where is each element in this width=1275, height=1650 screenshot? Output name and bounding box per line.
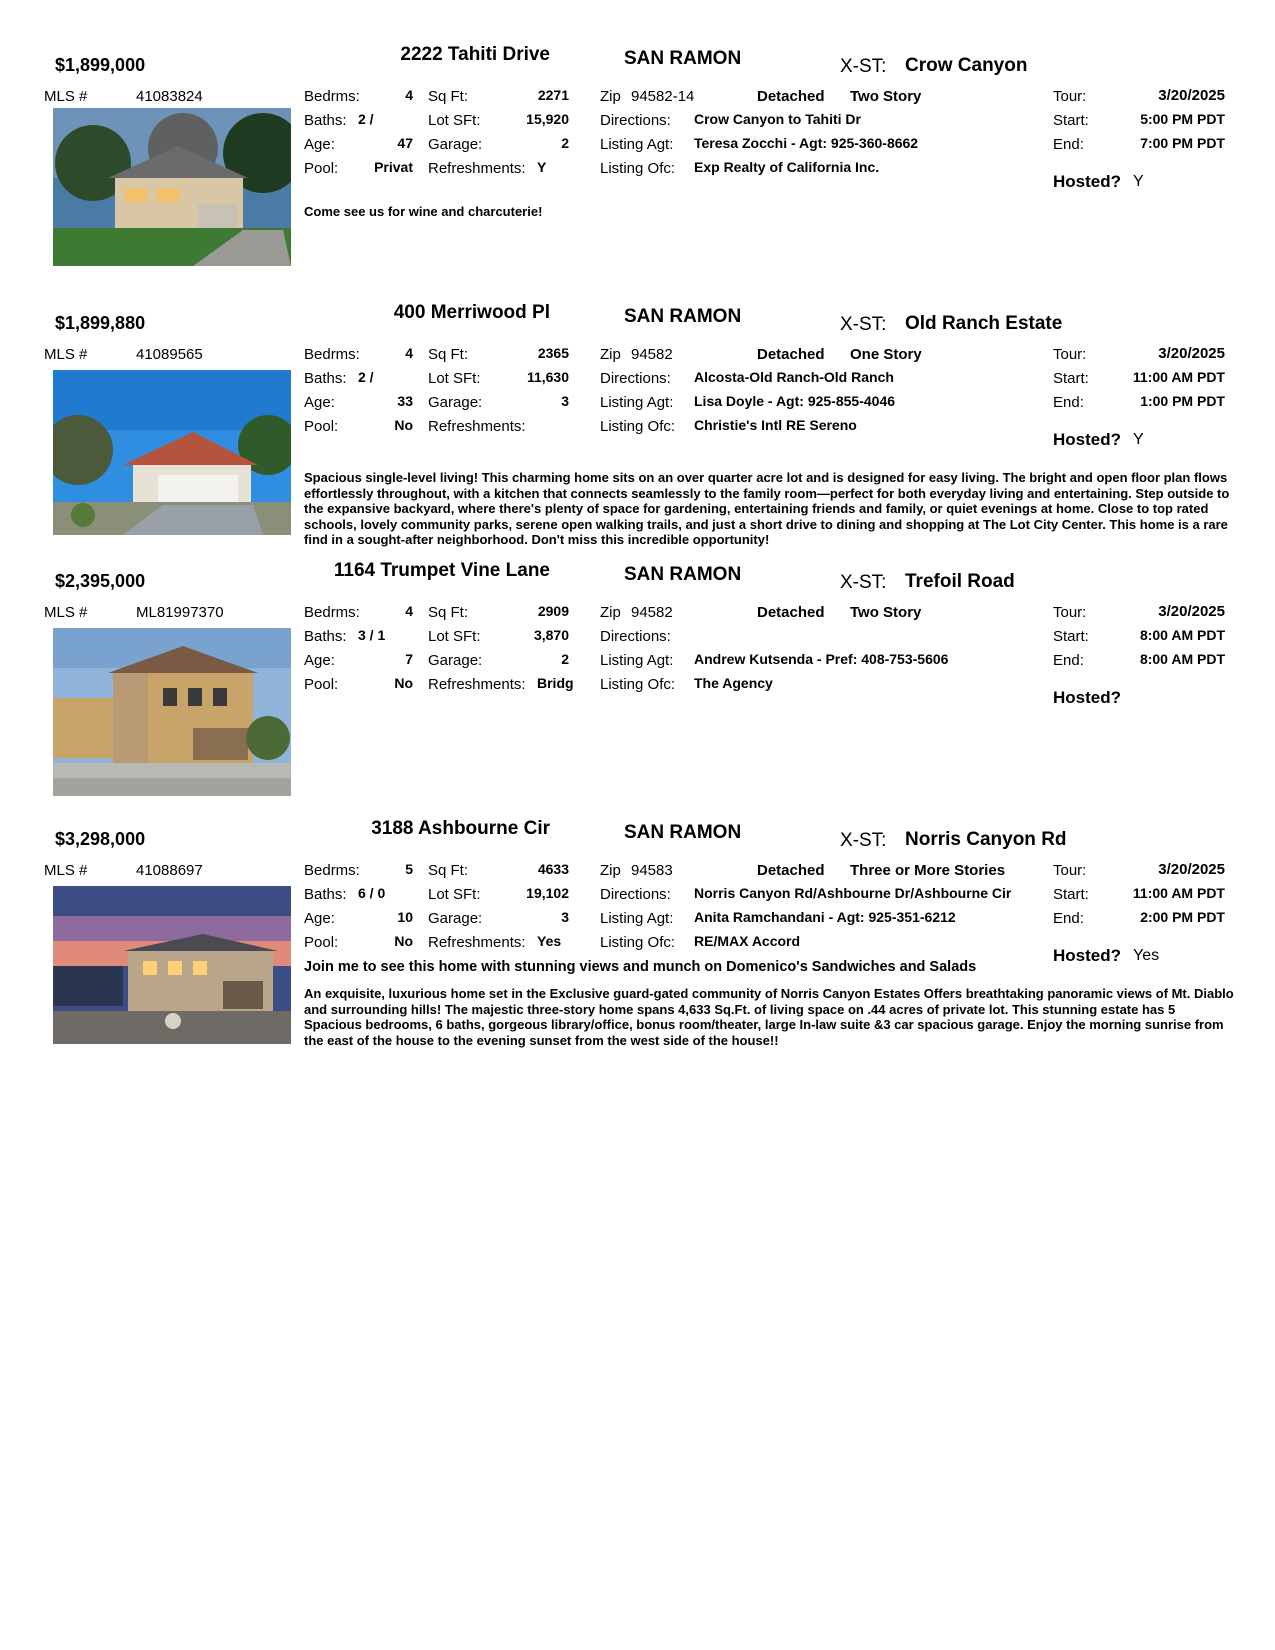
zip-label: Zip: [600, 862, 621, 879]
garage-value: 3: [561, 909, 569, 925]
age-label: Age:: [304, 652, 335, 669]
zip-value: 94583: [631, 862, 673, 879]
sqft-value: 2365: [537, 345, 569, 361]
tour-date: 3/20/2025: [1158, 861, 1225, 878]
refreshments-label: Refreshments:: [428, 418, 526, 435]
lot-sqft-label: Lot SFt:: [428, 886, 481, 903]
baths-value: 3 / 1: [358, 627, 386, 643]
listing-address: 1164 Trumpet Vine Lane: [333, 560, 550, 581]
baths-label: Baths:: [304, 886, 347, 903]
mls-number: 41083824: [136, 88, 203, 105]
cross-street-label: X-ST:: [840, 314, 887, 335]
pool-label: Pool:: [304, 160, 339, 177]
age-label: Age:: [304, 910, 335, 927]
listing-office-label: Listing Ofc:: [600, 418, 676, 435]
refreshments-value: Y: [537, 159, 547, 175]
listing-office-label: Listing Ofc:: [600, 676, 676, 693]
house-photo-image: [53, 108, 291, 266]
start-time: 11:00 AM PDT: [1132, 369, 1225, 385]
bedrooms-value: 4: [405, 87, 413, 103]
bedrooms-label: Bedrms:: [304, 88, 360, 105]
listing-photo[interactable]: [53, 108, 291, 266]
end-label: End:: [1053, 136, 1084, 153]
mls-label: MLS #: [44, 346, 88, 363]
zip-label: Zip: [600, 88, 621, 105]
hosted-label: Hosted?: [1053, 430, 1121, 449]
sqft-value: 4633: [537, 861, 569, 877]
directions-value: Crow Canyon to Tahiti Dr: [694, 111, 861, 127]
refreshments-label: Refreshments:: [428, 676, 526, 693]
zip-label: Zip: [600, 604, 621, 621]
end-label: End:: [1053, 394, 1084, 411]
pool-label: Pool:: [304, 934, 339, 951]
listing-office-label: Listing Ofc:: [600, 934, 676, 951]
hosted-value: Yes: [1133, 947, 1160, 964]
listing-remarks: Join me to see this home with stunning views and munch on Domenico's Sandwiches and Salads: [304, 959, 977, 975]
garage-label: Garage:: [428, 136, 483, 153]
listing-price: $1,899,000: [55, 55, 146, 75]
cross-street-label: X-ST:: [840, 56, 887, 77]
refreshments-label: Refreshments:: [428, 160, 526, 177]
directions-label: Directions:: [600, 886, 671, 903]
listing-city: SAN RAMON: [624, 564, 742, 585]
listing-card: [0, 556, 1275, 816]
zip-label: Zip: [600, 346, 621, 363]
listing-card: [0, 814, 1275, 1074]
listing-agent-label: Listing Agt:: [600, 652, 674, 669]
refreshments-label: Refreshments:: [428, 934, 526, 951]
sqft-label: Sq Ft:: [428, 604, 469, 621]
listing-office-value: Christie's Intl RE Sereno: [694, 417, 857, 433]
garage-value: 2: [561, 135, 569, 151]
sqft-label: Sq Ft:: [428, 88, 469, 105]
listing-agent-label: Listing Agt:: [600, 136, 674, 153]
listing-office-value: The Agency: [694, 675, 773, 691]
mls-number: ML81997370: [136, 604, 224, 621]
tour-label: Tour:: [1053, 88, 1087, 105]
property-type: Detached: [757, 346, 825, 363]
cross-street-value: Trefoil Road: [905, 571, 1015, 592]
zip-value: 94582-14: [631, 88, 695, 105]
start-time: 5:00 PM PDT: [1140, 111, 1225, 127]
listing-address: 400 Merriwood Pl: [393, 302, 550, 323]
listing-office-label: Listing Ofc:: [600, 160, 676, 177]
mls-label: MLS #: [44, 604, 88, 621]
house-photo-image: [53, 370, 291, 535]
mls-label: MLS #: [44, 862, 88, 879]
listing-agent-value: Lisa Doyle - Agt: 925-855-4046: [694, 393, 896, 409]
pool-value: No: [394, 933, 413, 949]
directions-label: Directions:: [600, 370, 671, 387]
mls-number: 41089565: [136, 346, 203, 363]
house-photo-image: [53, 886, 291, 1044]
listing-photo[interactable]: [53, 628, 291, 796]
refreshments-value: Yes: [537, 933, 562, 949]
hosted-value: Y: [1133, 431, 1144, 448]
sqft-label: Sq Ft:: [428, 346, 469, 363]
hosted-value: Y: [1133, 173, 1144, 190]
zip-value: 94582: [631, 604, 673, 621]
baths-label: Baths:: [304, 370, 347, 387]
baths-value: 2 /: [358, 369, 374, 385]
listing-city: SAN RAMON: [624, 48, 742, 69]
garage-value: 2: [561, 651, 569, 667]
listing-city: SAN RAMON: [624, 306, 742, 327]
listing-office-value: Exp Realty of California Inc.: [694, 159, 880, 175]
cross-street-value: Old Ranch Estate: [905, 313, 1063, 334]
directions-label: Directions:: [600, 628, 671, 645]
lot-sqft-label: Lot SFt:: [428, 628, 481, 645]
age-value: 47: [397, 135, 413, 151]
listing-price: $3,298,000: [55, 829, 146, 849]
start-label: Start:: [1053, 112, 1089, 129]
listing-agent-value: Andrew Kutsenda - Pref: 408-753-5606: [694, 651, 949, 667]
listing-agent-label: Listing Agt:: [600, 394, 674, 411]
tour-date: 3/20/2025: [1158, 603, 1225, 620]
start-label: Start:: [1053, 370, 1089, 387]
garage-label: Garage:: [428, 652, 483, 669]
pool-value: No: [394, 417, 413, 433]
listing-remarks: Come see us for wine and charcuterie!: [304, 204, 543, 219]
hosted-label: Hosted?: [1053, 946, 1121, 965]
baths-label: Baths:: [304, 628, 347, 645]
start-label: Start:: [1053, 628, 1089, 645]
pool-label: Pool:: [304, 676, 339, 693]
listing-price: $1,899,880: [55, 313, 146, 333]
tour-label: Tour:: [1053, 346, 1087, 363]
bedrooms-label: Bedrms:: [304, 862, 360, 879]
listing-agent-label: Listing Agt:: [600, 910, 674, 927]
hosted-label: Hosted?: [1053, 688, 1121, 707]
age-label: Age:: [304, 136, 335, 153]
bedrooms-label: Bedrms:: [304, 346, 360, 363]
listing-card: [0, 298, 1275, 558]
end-time: 7:00 PM PDT: [1140, 135, 1225, 151]
listing-description: An exquisite, luxurious home set in the Exclusive guard-gated community of Norris Canyon Estates Offers breathtaking panoramic views of Mt. Diablo and surrounding hills! The majestic three-story home spans 4,633 Sq.Ft. of living space on .44 acres of private lot. This stunning estate has 5 Spacious bedrooms, 6 baths, gorgeous library/office, bonus room/theater, large In-law suite &3 car spacious garage. Enjoy the morning sunrise from the east of the house to the evening sunset from the west side of the house!!: [304, 986, 1234, 1048]
mls-label: MLS #: [44, 88, 88, 105]
lot-sqft-value: 3,870: [533, 627, 569, 643]
stories: One Story: [850, 346, 922, 363]
garage-label: Garage:: [428, 910, 483, 927]
hosted-label: Hosted?: [1053, 172, 1121, 191]
cross-street-label: X-ST:: [840, 572, 887, 593]
listing-office-value: RE/MAX Accord: [694, 933, 801, 949]
mls-number: 41088697: [136, 862, 203, 879]
property-type: Detached: [757, 862, 825, 879]
baths-label: Baths:: [304, 112, 347, 129]
listing-address: 3188 Ashbourne Cir: [371, 818, 550, 839]
age-value: 33: [397, 393, 413, 409]
directions-value: Alcosta-Old Ranch-Old Ranch: [694, 369, 894, 385]
sqft-label: Sq Ft:: [428, 862, 469, 879]
start-time: 8:00 AM PDT: [1139, 627, 1225, 643]
listing-card: [0, 40, 1275, 300]
start-time: 11:00 AM PDT: [1132, 885, 1225, 901]
lot-sqft-label: Lot SFt:: [428, 370, 481, 387]
bedrooms-value: 4: [405, 345, 413, 361]
pool-value: No: [394, 675, 413, 691]
tour-label: Tour:: [1053, 862, 1087, 879]
sqft-value: 2909: [537, 603, 569, 619]
bedrooms-value: 5: [405, 861, 413, 877]
baths-value: 6 / 0: [358, 885, 386, 901]
stories: Two Story: [850, 88, 922, 105]
listing-description: Spacious single-level living! This charming home sits on an over quarter acre lot and is designed for easy living. The bright and open floor plan flows effortlessly throughout, with a kitchen that connects seamlessly to the family room—perfect for both everyday living and entertaining. Step outside to the expansive backyard, where there's plenty of space for gardening, entertaining friends and family, or quiet evenings at home. Close to top rated schools, lovely community parks, serene open walking trails, and just a short drive to dining and shopping at The Lot City Center. This home is a rare find in a sought-after neighborhood. Don't miss this incredible opportunity!: [304, 470, 1230, 547]
listing-photo[interactable]: [53, 370, 291, 535]
tour-date: 3/20/2025: [1158, 87, 1225, 104]
pool-value: Privat: [374, 159, 413, 175]
end-label: End:: [1053, 910, 1084, 927]
lot-sqft-value: 15,920: [526, 111, 569, 127]
listing-agent-value: Anita Ramchandani - Agt: 925-351-6212: [694, 909, 956, 925]
stories: Three or More Stories: [850, 862, 1006, 879]
age-value: 10: [397, 909, 413, 925]
listing-city: SAN RAMON: [624, 822, 742, 843]
end-time: 2:00 PM PDT: [1140, 909, 1225, 925]
zip-value: 94582: [631, 346, 673, 363]
lot-sqft-label: Lot SFt:: [428, 112, 481, 129]
directions-value: Norris Canyon Rd/Ashbourne Dr/Ashbourne Cir: [694, 885, 1012, 901]
listing-agent-value: Teresa Zocchi - Agt: 925-360-8662: [694, 135, 919, 151]
tour-date: 3/20/2025: [1158, 345, 1225, 362]
end-time: 8:00 AM PDT: [1139, 651, 1225, 667]
lot-sqft-value: 19,102: [526, 885, 569, 901]
lot-sqft-value: 11,630: [526, 369, 569, 385]
refreshments-value: Bridg: [537, 675, 574, 691]
property-type: Detached: [757, 604, 825, 621]
directions-label: Directions:: [600, 112, 671, 129]
bedrooms-value: 4: [405, 603, 413, 619]
tour-label: Tour:: [1053, 604, 1087, 621]
age-value: 7: [405, 651, 413, 667]
bedrooms-label: Bedrms:: [304, 604, 360, 621]
start-label: Start:: [1053, 886, 1089, 903]
stories: Two Story: [850, 604, 922, 621]
listing-photo[interactable]: [53, 886, 291, 1044]
age-label: Age:: [304, 394, 335, 411]
cross-street-label: X-ST:: [840, 830, 887, 851]
cross-street-value: Norris Canyon Rd: [905, 829, 1067, 850]
listing-price: $2,395,000: [55, 571, 146, 591]
property-type: Detached: [757, 88, 825, 105]
end-time: 1:00 PM PDT: [1140, 393, 1225, 409]
garage-label: Garage:: [428, 394, 483, 411]
cross-street-value: Crow Canyon: [905, 55, 1028, 76]
pool-label: Pool:: [304, 418, 339, 435]
house-photo-image: [53, 628, 291, 796]
baths-value: 2 /: [358, 111, 374, 127]
end-label: End:: [1053, 652, 1084, 669]
listing-address: 2222 Tahiti Drive: [400, 44, 550, 65]
garage-value: 3: [561, 393, 569, 409]
sqft-value: 2271: [537, 87, 569, 103]
